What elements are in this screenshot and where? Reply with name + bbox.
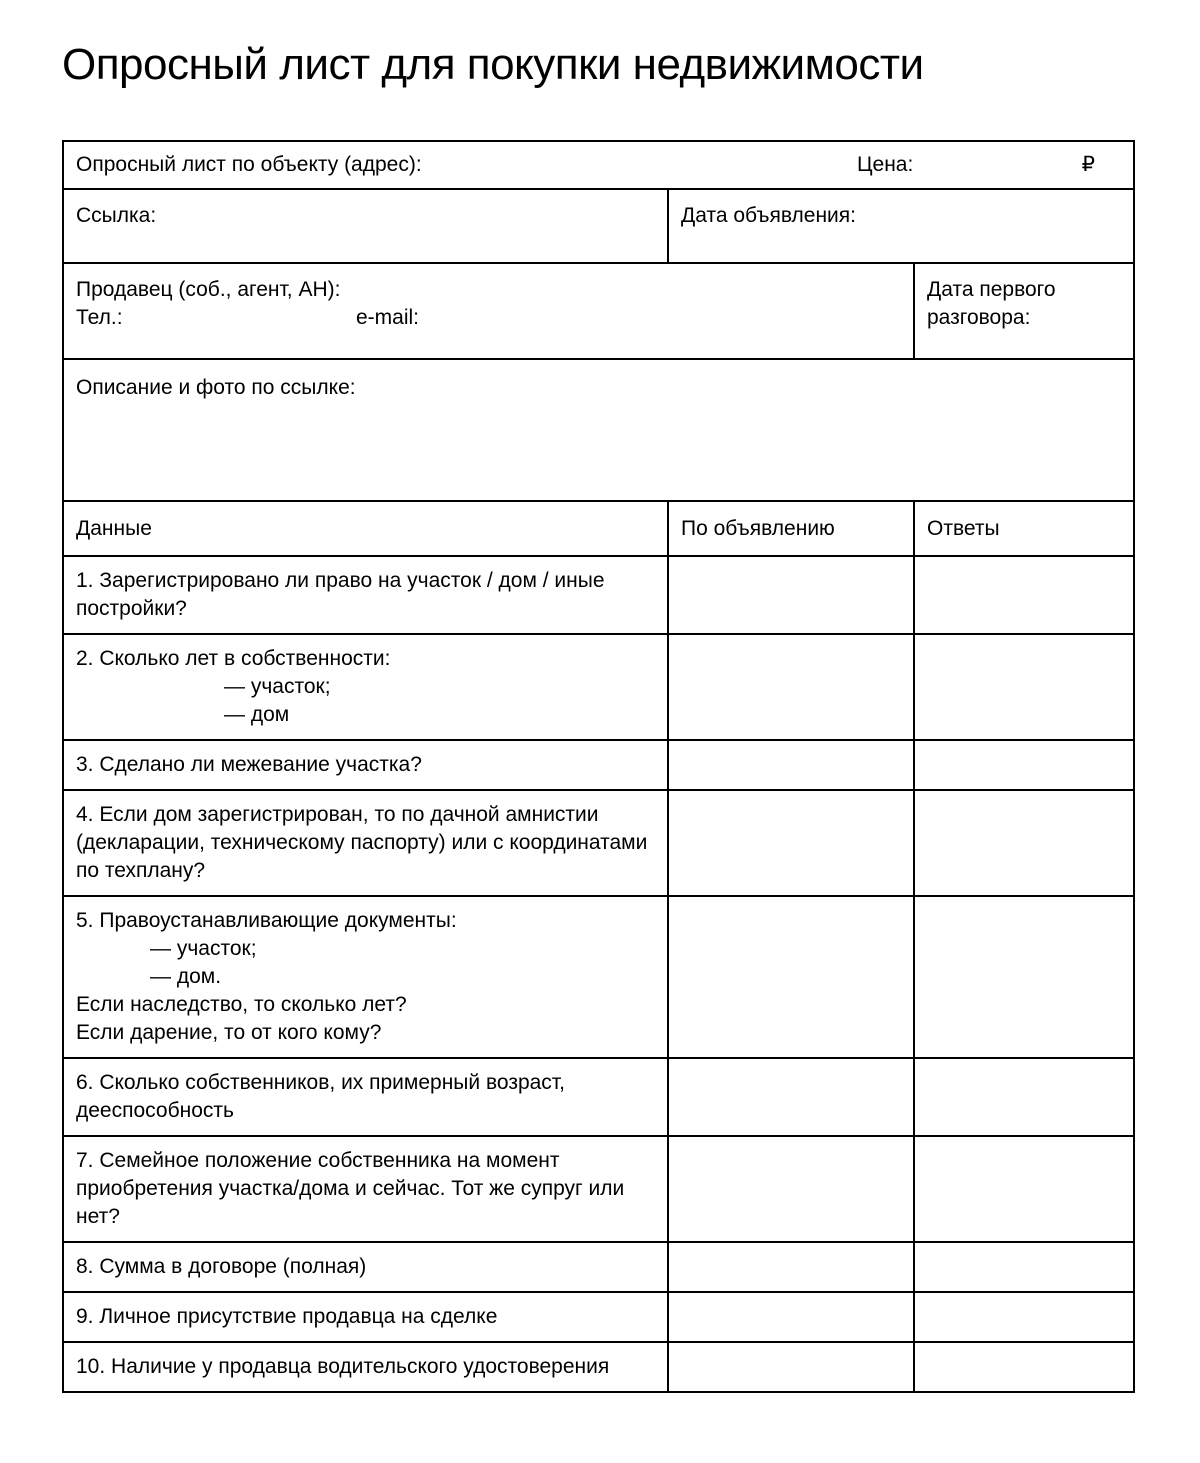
listing-value-cell[interactable]	[668, 1136, 914, 1242]
question-cell	[63, 1058, 668, 1136]
link-row	[63, 189, 1134, 263]
answer-value-cell[interactable]	[914, 1058, 1134, 1136]
listing-value-cell[interactable]	[668, 1242, 914, 1292]
answer-value-cell[interactable]	[914, 1136, 1134, 1242]
question-cell	[63, 790, 668, 896]
question-line: 6. Сколько собственников, их примерный возраст, дееспособность	[76, 1071, 565, 1122]
question-line: — дом	[224, 703, 290, 726]
seller-field[interactable]	[63, 263, 914, 359]
listing-value-cell[interactable]	[668, 634, 914, 740]
table-row	[63, 556, 1134, 634]
listing-value-cell[interactable]	[668, 1342, 914, 1392]
table-row	[63, 1136, 1134, 1242]
first-talk-label: Дата первого разговора:	[927, 278, 1056, 329]
answer-value-cell[interactable]	[914, 790, 1134, 896]
link-field[interactable]	[63, 189, 668, 263]
question-line: — дом.	[150, 965, 222, 988]
listing-value-cell[interactable]	[668, 1058, 914, 1136]
question-cell	[63, 1292, 668, 1342]
page-title: Опросный лист для покупки недвижимости	[62, 40, 924, 89]
question-line: 7. Семейное положение собственника на момент приобретения участка/дома и сейчас. Тот же супруг или нет?	[76, 1149, 625, 1228]
table-row	[63, 790, 1134, 896]
answer-value-cell[interactable]	[914, 1242, 1134, 1292]
listing-value-cell[interactable]	[668, 790, 914, 896]
object-address-field[interactable]	[63, 141, 1134, 189]
link-label: Ссылка:	[76, 204, 157, 227]
table-row	[63, 1242, 1134, 1292]
listing-value-cell[interactable]	[668, 556, 914, 634]
answer-value-cell[interactable]	[914, 1342, 1134, 1392]
column-header-answers: Ответы	[914, 501, 1134, 556]
description-field[interactable]	[63, 359, 1134, 501]
listing-date-field[interactable]	[668, 189, 1134, 263]
table-row	[63, 740, 1134, 790]
table-row	[63, 1058, 1134, 1136]
column-header-listing: По объявлению	[668, 501, 914, 556]
object-row	[63, 141, 1134, 189]
seller-row	[63, 263, 1134, 359]
listing-value-cell[interactable]	[668, 1292, 914, 1342]
phone-email-line	[76, 304, 901, 332]
question-cell	[63, 740, 668, 790]
questionnaire-table	[62, 140, 1135, 1393]
table-row	[63, 1292, 1134, 1342]
table-row	[63, 634, 1134, 740]
table-row	[63, 896, 1134, 1058]
question-line: 5. Правоустанавливающие документы:	[76, 909, 457, 932]
question-line: Если дарение, то от кого кому?	[76, 1021, 382, 1044]
question-line: 3. Сделано ли межевание участка?	[76, 753, 422, 776]
object-address-label: Опросный лист по объекту (адрес):	[76, 153, 422, 176]
question-cell	[63, 1342, 668, 1392]
column-header-data: Данные	[63, 501, 668, 556]
question-cell	[63, 1136, 668, 1242]
description-label: Описание и фото по ссылке:	[76, 376, 356, 399]
first-talk-field[interactable]	[914, 263, 1134, 359]
question-line: — участок;	[150, 937, 257, 960]
ruble-sign: ₽	[1081, 153, 1096, 176]
listing-value-cell[interactable]	[668, 740, 914, 790]
table-header-row	[63, 501, 1134, 556]
price-label: Цена:	[857, 153, 914, 176]
question-line: 4. Если дом зарегистрирован, то по дачной амнистии (декларации, техническому паспорту) или с координатами по техплану?	[76, 803, 648, 882]
answer-value-cell[interactable]	[914, 740, 1134, 790]
answer-value-cell[interactable]	[914, 634, 1134, 740]
question-line: Если наследство, то сколько лет?	[76, 993, 407, 1016]
listing-date-label: Дата объявления:	[681, 204, 856, 227]
question-cell	[63, 556, 668, 634]
phone-label: Тел.:	[76, 306, 123, 329]
question-line: — участок;	[224, 675, 331, 698]
answer-value-cell[interactable]	[914, 896, 1134, 1058]
email-label: e-mail:	[356, 306, 420, 329]
answer-value-cell[interactable]	[914, 556, 1134, 634]
form-header-rows	[63, 141, 1134, 556]
question-cell	[63, 896, 668, 1058]
question-line: 2. Сколько лет в собственности:	[76, 647, 391, 670]
seller-label: Продавец (соб., агент, АН):	[76, 278, 341, 301]
question-line: 10. Наличие у продавца водительского удостоверения	[76, 1355, 610, 1378]
listing-value-cell[interactable]	[668, 896, 914, 1058]
question-line: 9. Личное присутствие продавца на сделке	[76, 1305, 498, 1328]
question-cell	[63, 1242, 668, 1292]
table-row	[63, 1342, 1134, 1392]
description-row	[63, 359, 1134, 501]
question-line: 8. Сумма в договоре (полная)	[76, 1255, 367, 1278]
question-line: 1. Зарегистрировано ли право на участок / дом / иные постройки?	[76, 569, 605, 620]
question-cell	[63, 634, 668, 740]
question-rows	[63, 556, 1134, 1392]
answer-value-cell[interactable]	[914, 1292, 1134, 1342]
